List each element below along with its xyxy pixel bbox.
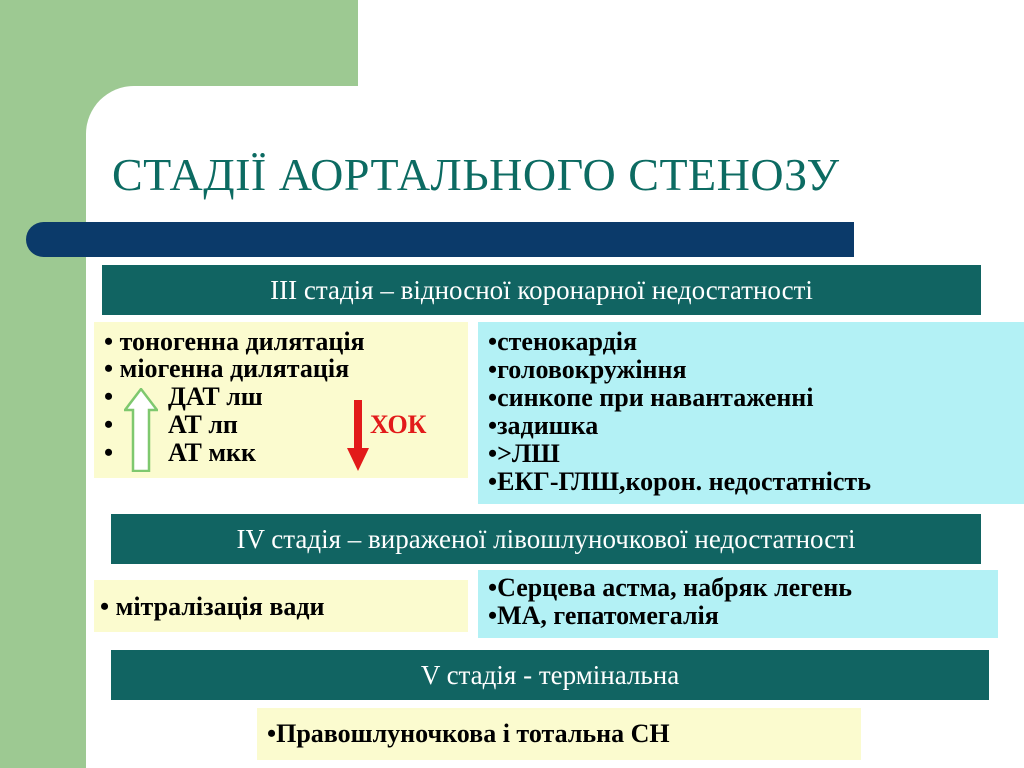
slide-title: СТАДІЇ АОРТАЛЬНОГО СТЕНОЗУ bbox=[112, 149, 840, 200]
stage-3-header: III стадія – відносної коронарної недостатності bbox=[102, 265, 981, 315]
list-item: • мітралізація вади bbox=[100, 592, 325, 621]
list-item: •Правошлуночкова і тотальна СН bbox=[267, 719, 670, 748]
list-item: • міогенна дилятація bbox=[104, 354, 350, 383]
bullet: • bbox=[104, 382, 114, 411]
list-item: •ЕКГ-ГЛШ,корон. недостатність bbox=[488, 467, 871, 496]
stage-5-header: V стадія - термінальна bbox=[111, 650, 989, 700]
arrow-up-icon bbox=[124, 388, 158, 472]
list-item: •Серцева астма, набряк легень bbox=[488, 573, 852, 602]
list-item: •стенокардія bbox=[488, 327, 638, 356]
list-item: •синкопе при навантаженні bbox=[488, 383, 814, 412]
title-underline-bar bbox=[26, 222, 854, 257]
hok-label: ХОК bbox=[370, 410, 427, 439]
list-item: • тоногенна дилятація bbox=[104, 327, 365, 356]
list-item: •задишка bbox=[488, 411, 599, 440]
stage-5-box bbox=[257, 708, 861, 760]
stage-3-right-box bbox=[478, 322, 1024, 504]
list-item: •головокружіння bbox=[488, 355, 687, 384]
list-item: •МА, гепатомегалія bbox=[488, 601, 719, 630]
stage-4-header: IV стадія – вираженої лівошлуночкової недостатності bbox=[111, 514, 981, 564]
bullet: • bbox=[104, 438, 114, 467]
stage-4-right-box bbox=[478, 570, 998, 638]
list-item: •>ЛШ bbox=[488, 439, 560, 468]
dat-lsh-label: ДАТ лш bbox=[168, 382, 263, 411]
stage-4-left-box bbox=[94, 580, 468, 632]
stage-3-left-box bbox=[94, 322, 468, 478]
at-lp-label: АТ лп bbox=[168, 410, 238, 439]
arrow-down-icon bbox=[346, 400, 370, 472]
at-mkk-label: АТ мкк bbox=[168, 438, 257, 467]
bullet: • bbox=[104, 410, 114, 439]
